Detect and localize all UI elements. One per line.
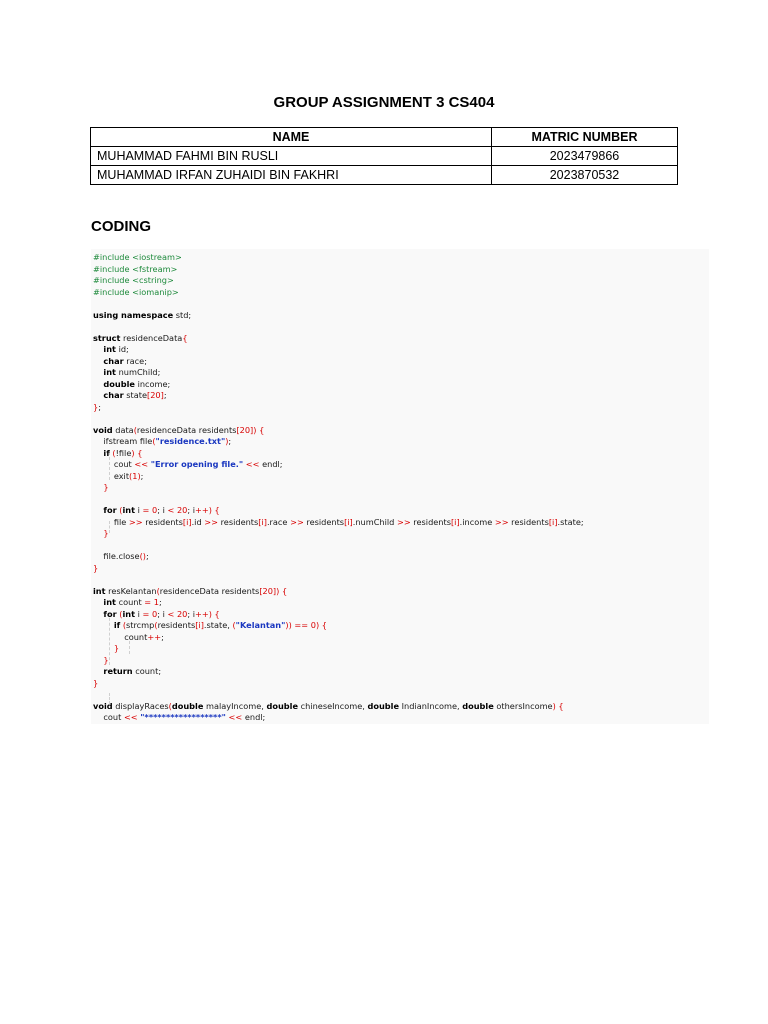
- code-token: count;: [132, 666, 162, 676]
- code-token: (: [232, 620, 236, 630]
- code-token: if: [103, 447, 110, 458]
- code-token: [i]: [195, 620, 204, 630]
- code-token: residenceData residents: [136, 424, 237, 435]
- code-token: for: [103, 505, 117, 515]
- code-token: ;: [98, 401, 101, 412]
- code-token: ;: [228, 436, 232, 446]
- code-token: ; i: [157, 608, 168, 619]
- code-token: for: [103, 608, 117, 619]
- member-matric-number: 2023870532: [492, 166, 678, 185]
- code-token: char: [103, 355, 124, 366]
- code-token: (1): [129, 470, 141, 481]
- code-token: ifstream file: [93, 436, 153, 446]
- code-line: [93, 436, 231, 448]
- code-token: exit: [93, 470, 130, 481]
- code-token: =: [144, 597, 152, 607]
- code-token: [93, 482, 103, 492]
- code-token: >>: [128, 516, 143, 527]
- code-line: [93, 356, 147, 368]
- code-token: .numChild: [352, 516, 397, 527]
- code-line: [93, 551, 149, 563]
- code-token: int: [103, 597, 116, 607]
- code-token: [93, 356, 103, 366]
- code-token: race;: [123, 355, 147, 366]
- code-token: ==: [294, 620, 309, 630]
- code-line: [93, 459, 283, 471]
- code-token: using namespace: [93, 309, 174, 320]
- code-token: ++): [195, 505, 212, 515]
- code-line: [93, 643, 119, 655]
- code-token: [93, 609, 103, 619]
- code-token: (: [119, 608, 123, 619]
- code-token: malayIncome,: [203, 700, 267, 711]
- code-token: state: [123, 390, 148, 400]
- code-token: <<: [134, 459, 149, 469]
- code-token: residents: [218, 516, 259, 527]
- code-token: count: [115, 597, 145, 607]
- code-line: [93, 287, 179, 299]
- code-token: "******************": [140, 712, 226, 722]
- code-line: [93, 678, 98, 690]
- group-members-table: [90, 127, 678, 185]
- code-token: "Kelantan": [235, 620, 286, 630]
- code-line: [93, 390, 167, 402]
- code-token: ;: [163, 390, 167, 400]
- code-token: residents: [410, 516, 451, 527]
- code-line: [93, 482, 109, 494]
- code-token: #include <iostream>: [93, 252, 182, 262]
- code-token: ;: [159, 597, 162, 607]
- code-token: 0: [152, 505, 158, 515]
- code-token: (: [154, 620, 158, 630]
- code-token: }: [103, 654, 109, 665]
- code-token: ): [552, 700, 556, 711]
- code-token: residents: [303, 516, 345, 527]
- code-line: [93, 275, 174, 287]
- code-token: void: [93, 700, 113, 711]
- code-token: struct: [93, 332, 121, 343]
- code-line: [93, 609, 220, 621]
- code-token: {: [259, 424, 265, 435]
- code-token: [93, 643, 114, 653]
- code-token: 0: [310, 620, 316, 630]
- code-token: {: [321, 620, 327, 630]
- code-token: }: [93, 562, 99, 573]
- code-token: data: [112, 424, 134, 435]
- code-token: {: [137, 447, 143, 458]
- code-token: 20: [176, 608, 188, 619]
- code-token: [20]): [259, 585, 280, 596]
- member-matric-number: 2023479866: [492, 147, 678, 166]
- code-token: [20]): [236, 424, 257, 435]
- code-token: cout: [93, 459, 135, 469]
- code-token: <<: [123, 712, 138, 722]
- code-line: [93, 425, 264, 437]
- code-token: [20]: [147, 390, 164, 400]
- code-token: displayRaces: [112, 700, 169, 711]
- page-title: GROUP ASSIGNMENT 3 CS404: [273, 94, 495, 111]
- code-line: [93, 448, 142, 460]
- code-token: i: [135, 505, 143, 515]
- code-token: (: [152, 436, 156, 446]
- code-line: [93, 701, 564, 713]
- code-token: (: [119, 505, 123, 515]
- code-line: [93, 471, 143, 483]
- code-token: [i]: [548, 516, 558, 527]
- code-line: [93, 344, 129, 356]
- code-token: (: [133, 424, 137, 435]
- code-token: {: [182, 332, 188, 343]
- code-token: >>: [494, 516, 509, 527]
- code-line: [93, 252, 182, 264]
- code-token: ;: [145, 551, 149, 561]
- code-token: {: [214, 608, 220, 619]
- code-token: [93, 666, 103, 676]
- member-name: MUHAMMAD FAHMI BIN RUSLI: [91, 147, 492, 166]
- code-token: [93, 597, 103, 607]
- code-token: residenceData residents: [159, 585, 260, 596]
- code-token: #include <iomanip>: [93, 286, 179, 297]
- section-heading: CODING: [91, 218, 151, 235]
- code-token: #include <cstring>: [93, 275, 174, 285]
- code-line: [93, 620, 327, 632]
- code-token: residents: [142, 516, 183, 527]
- code-token: {: [214, 505, 220, 515]
- name-column-header: NAME: [91, 128, 492, 147]
- code-token: (: [122, 620, 127, 630]
- code-token: id;: [115, 344, 129, 354]
- code-token: #include <fstream>: [93, 263, 178, 274]
- code-token: <: [167, 505, 175, 515]
- code-token: int: [122, 608, 136, 619]
- code-token: =: [142, 505, 150, 515]
- code-token: return: [103, 666, 133, 676]
- code-token: (: [112, 447, 116, 458]
- code-token: residents: [157, 620, 196, 630]
- code-token: file: [93, 516, 129, 527]
- code-token: [93, 620, 114, 630]
- table-header-row: [91, 128, 678, 147]
- code-token: >>: [204, 516, 218, 527]
- code-token: char: [103, 390, 124, 400]
- code-token: chineseIncome,: [298, 700, 368, 711]
- code-token: ; i: [157, 505, 168, 515]
- code-token: double: [462, 700, 494, 711]
- code-token: ++): [195, 608, 212, 619]
- code-token: double: [266, 700, 299, 711]
- code-token: 20: [176, 505, 188, 515]
- code-token: endl;: [259, 459, 283, 469]
- code-line: [93, 586, 287, 598]
- code-token: [93, 367, 103, 377]
- code-token: =: [142, 608, 150, 619]
- code-line: [93, 264, 177, 276]
- code-token: count: [93, 631, 148, 642]
- code-token: void: [93, 424, 113, 435]
- matric-column-header: MATRIC NUMBER: [492, 128, 678, 147]
- code-token: [93, 528, 103, 538]
- code-token: [93, 655, 103, 665]
- code-token: "residence.txt": [155, 436, 226, 446]
- code-line: [93, 597, 162, 609]
- code-line: [93, 333, 188, 345]
- code-token: cout: [93, 712, 124, 722]
- code-token: [93, 379, 103, 389]
- code-line: [93, 517, 584, 529]
- code-token: (): [139, 551, 146, 561]
- code-token: }: [93, 401, 99, 412]
- code-token: othersIncome: [493, 700, 553, 711]
- code-token: [93, 344, 103, 354]
- code-token: >>: [290, 516, 304, 527]
- code-line: [93, 666, 161, 678]
- code-token: ; i: [187, 505, 196, 515]
- code-token: .state;: [557, 516, 584, 527]
- code-token: <<: [245, 459, 260, 469]
- code-line: [93, 712, 265, 724]
- code-token: ; i: [187, 608, 196, 619]
- code-token: [i]: [450, 516, 460, 527]
- code-token: residents: [508, 516, 549, 527]
- code-line: [93, 367, 160, 379]
- code-token: }: [103, 528, 109, 538]
- code-token: 1: [153, 597, 159, 607]
- code-token: )): [285, 620, 292, 630]
- code-token: >>: [396, 516, 411, 527]
- code-line: [93, 632, 164, 644]
- table-row: [91, 147, 678, 166]
- code-line: [93, 505, 220, 517]
- code-token: .income: [459, 516, 495, 527]
- code-token: ++: [147, 631, 162, 642]
- code-token: std;: [173, 309, 192, 320]
- code-token: .id: [191, 516, 205, 527]
- code-token: ;: [161, 631, 164, 642]
- code-token: }: [93, 677, 99, 688]
- code-screenshot: [91, 249, 709, 724]
- code-token: strcmp: [126, 620, 155, 630]
- code-token: }: [113, 643, 120, 653]
- code-token: (: [156, 585, 160, 596]
- code-token: file.close: [93, 551, 140, 561]
- code-token: double: [103, 378, 135, 389]
- code-token: ): [131, 447, 135, 458]
- code-token: int: [122, 505, 136, 515]
- code-token: (: [168, 700, 172, 711]
- code-token: resKelantan: [105, 585, 157, 596]
- code-token: !file: [115, 447, 132, 458]
- code-token: endl;: [242, 712, 266, 722]
- member-name: MUHAMMAD IRFAN ZUHAIDI BIN FAKHRI: [91, 166, 492, 185]
- code-token: <: [167, 608, 175, 619]
- code-token: int: [93, 585, 106, 596]
- code-token: "Error opening file.": [150, 459, 244, 469]
- code-token: int: [103, 367, 116, 377]
- code-token: double: [171, 700, 204, 711]
- code-token: IndianIncome,: [399, 700, 463, 711]
- code-token: ): [315, 620, 320, 630]
- table-row: [91, 166, 678, 185]
- code-line: [93, 528, 109, 540]
- code-line: [93, 310, 191, 322]
- code-token: ): [225, 436, 229, 446]
- code-token: [93, 448, 103, 458]
- code-token: [i]: [344, 516, 353, 527]
- code-token: income;: [134, 378, 171, 389]
- code-token: <<: [228, 712, 243, 722]
- code-token: residenceData: [120, 332, 183, 343]
- code-token: 0: [152, 608, 158, 619]
- code-token: if: [113, 620, 121, 630]
- code-token: {: [281, 585, 288, 596]
- code-token: }: [103, 482, 109, 492]
- code-token: [i]: [258, 516, 267, 527]
- code-token: int: [103, 344, 116, 354]
- code-token: [93, 390, 103, 400]
- code-token: double: [367, 700, 400, 711]
- code-token: .race: [266, 516, 291, 527]
- code-token: i: [135, 608, 143, 619]
- code-token: {: [558, 700, 564, 711]
- code-line: [93, 379, 170, 391]
- code-token: [93, 505, 103, 515]
- code-token: .state,: [203, 620, 233, 630]
- code-token: numChild;: [115, 367, 161, 377]
- code-token: ;: [140, 470, 144, 481]
- code-line: [93, 563, 98, 575]
- code-token: [i]: [182, 516, 192, 527]
- code-line: [93, 655, 109, 667]
- code-line: [93, 402, 101, 414]
